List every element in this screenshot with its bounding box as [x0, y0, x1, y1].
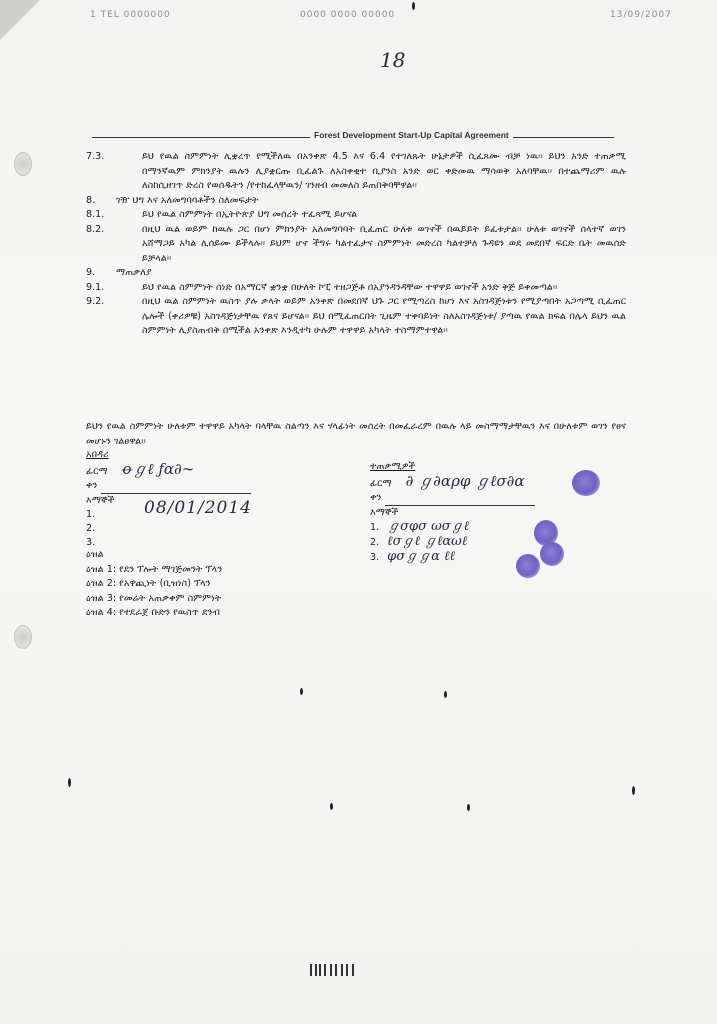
section-heading: ማጠቃለያ [116, 267, 152, 278]
lender-witness-2: 2. [86, 523, 96, 534]
annex-list [86, 548, 346, 621]
scan-speck [632, 786, 635, 795]
punch-hole-top [14, 152, 32, 176]
fax-header-date: 13/09/2007 [610, 10, 672, 20]
section-heading: ገዥ ህግ እና አለመግባባቶችን ስለመፍታት [116, 194, 259, 206]
clause-row [86, 266, 626, 281]
clauses-body [86, 150, 626, 339]
beneficiary-date-line [385, 491, 535, 506]
document-header-title: Forest Development Start-Up Capital Agreement [310, 130, 513, 140]
lender-witness-3: 3. [86, 537, 96, 548]
clause-text: ይህ የዉል ስምምነት በኢትዮጵያ ህግ መሰረት ተፈጻሚ ይሆናል [142, 209, 358, 220]
lender-signature-scrawl: ꝋℊℓ ƒα∂∼ [121, 460, 195, 478]
beneficiary-witness-label: እማኞች [370, 507, 399, 518]
beneficiary-party-label: ተጠቃሚዎች [370, 461, 416, 472]
clause-row [86, 208, 626, 223]
page-fold-corner [0, 0, 40, 40]
clause-row [86, 281, 626, 296]
beneficiary-signature-scrawl: ∂ ℊ∂αρφ ℊℓσ∂α [405, 472, 525, 490]
handwritten-date: 08/01/2014 [144, 498, 252, 518]
scan-speck [330, 803, 333, 810]
beneficiary-witness-2: 2. [370, 537, 380, 548]
annex-item: ዕዝል 1: የደን ፕሎት ማገጅመንት ፕላን [86, 563, 223, 575]
lender-party-label: አበዳሪ [86, 449, 109, 460]
clause-row [86, 194, 626, 209]
clause-number: 8. [86, 194, 96, 206]
lender-date-line [101, 479, 251, 494]
closing-paragraph: ይህን የዉል ስምምነት ሁለቱም ተዋዋይ አካላት ባላቸዉ ስልጣን እና ሃላፊነት መሰረት በመፈራረም በዉሉ ላይ መስማማታቸዉን እና በሁለቱም ወገን የፀና መሆኑን ገልፀዋል፡፡ [86, 421, 626, 447]
annex-title: ዕዝል [86, 549, 104, 560]
beneficiary-date-label: ቀን [370, 492, 382, 503]
annex-item: ዕዝል 4: የተደራጀ ቡድን የዉስጥ ደንብ [86, 607, 220, 619]
scan-speck [444, 691, 447, 698]
witness-signature-2: ℓσℊℓ ℊℓαωℓ [387, 534, 468, 549]
lender-witness-1: 1. [86, 509, 96, 520]
scan-speck [412, 2, 415, 10]
fingerprint-stamp-1 [572, 470, 600, 496]
clause-text: ይህ የዉል ስምምነት ሊቋረጥ የሚችለዉ በአንቀጽ 4.5 እና 6.4 የተገለጹት ሁኔታዎች ሲፈጸሙ ብቻ ነዉ፡፡ ይህን አንድ ተጠቃሚ በማንኛዉም ምክንያት ዉሉን ሊያቋርጡ ቢፈልጉ ለአስቀቂተ ቢያንስ አንድ ወር ቀድመዉ ማሳወቅ አለባቸዉ፡፡ በተጨማሪም ዉሉ ለስከሲዘገጥ ድረስ የወሰዱትን /የተከፈላቸዉን/ ገንዘብ መመለስ ይጠበቅባቸዋል፡፡ [142, 151, 626, 191]
clause-number: 9.2. [86, 296, 105, 307]
clause-number: 9. [86, 267, 96, 278]
beneficiary-sign-label: ፊርማ [370, 478, 392, 489]
annex-item: ዕዝል 2: የአዋጪነት (ቢዝነስ) ፕላን [86, 578, 211, 590]
fax-header-strip [40, 10, 710, 26]
clause-number: 8.1. [86, 209, 105, 220]
footer-barcode-mark [310, 962, 356, 978]
fingerprint-stamp-4 [516, 554, 540, 578]
clause-text: በዚህ ዉል ወይም ከዉሉ ጋር በሆነ ምክንያት አለመግባባት ቢፈጠር ሁለቱ ወገኖች በዉይይት ይፈቱታል፡፡ ሁለቱ ወገኖች ሰላተኛ ወገን አሸማጋይ አካል ሊሰይሙ ይችላሉ፡፡ ይህም ሆኖ ችግሩ ካልተፈታና ስምምነት መድረስ ካልተቻለ ጉዳዩን ወደ መደበኛ ፍርድ ቤት መዉሰድ ይቻላል፡፡ [142, 223, 626, 264]
lender-sign-label: ፊርማ [86, 466, 108, 477]
clause-text: ይህ የዉል ስምምነት ሰነድ በአማርኛ ቋንቋ በሁለት ኮፒ ተዘጋጅቶ በአያንዳንዳቸው ተዋዋይ ወገኖች አንድ ቅጅ ይቀመጣል፡፡ [142, 281, 558, 293]
punch-hole-middle [14, 625, 32, 649]
lender-witness-label: እማኞች [86, 495, 115, 506]
beneficiary-witness-1: 1. [370, 522, 380, 533]
scan-speck [467, 804, 470, 811]
lender-date-label: ቀን [86, 480, 98, 491]
scan-speck [68, 778, 71, 787]
clause-text: በዚህ ዉል ስምምነት ዉስጥ ያሉ ቃላት ወይም አንቀጽ በመደበኛ ህጉ ጋር የሚጣረስ ከሆነ እና አስገዳጅነቱን የሚያጣበት አጋጣሚ ቢፈጠር ሌሎች (ቀሪዎቹ) አስገዳጅነታቸዉ የጸና ይሆናል፡፡ ይህ በሚፈጠርበት ጊዜም ተቀባይነት ስለአስገዳጅነቱ/ ያጣዉ የዉል ክፍል በሌላ ይህን ዉል ስምምነት ሊያስጠብቅ በሚችል አንቀጽ እንዲተካ ሁሉም ተዋዋይ አካላት ተስማምተዋል፡፡ [142, 296, 626, 336]
witness-signature-3: φσℊℊα ℓℓ [387, 549, 455, 564]
fax-header-left: 1 TEL 0000000 [90, 10, 171, 20]
scan-speck [300, 688, 303, 695]
annex-item: ዕዝል 3: የመሬት አጠቃቀም ስምምነት [86, 592, 222, 604]
clause-row [86, 223, 626, 267]
witness-signature-1: ℊσφσ ωσℊℓ [387, 519, 470, 534]
clause-row [86, 150, 626, 194]
fingerprint-stamp-3 [540, 542, 564, 566]
beneficiary-witness-3: 3. [370, 552, 380, 563]
clause-number: 7.3. [86, 151, 105, 162]
page-number: 18 [380, 48, 406, 72]
fax-header-center: 0000 0000 00000 [300, 10, 396, 20]
clause-number: 9.1. [86, 281, 105, 293]
clause-number: 8.2. [86, 223, 105, 235]
clause-row [86, 295, 626, 339]
